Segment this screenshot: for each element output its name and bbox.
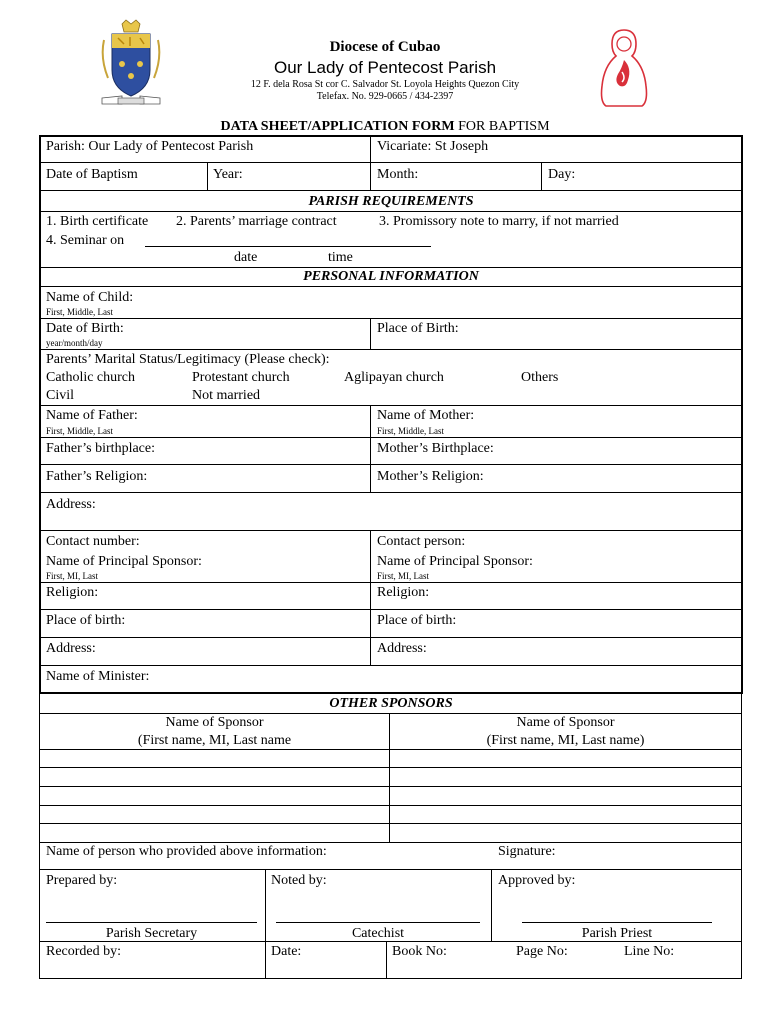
mother-birthplace-field[interactable]: Mother’s Birthplace: [377, 441, 494, 456]
option-protestant-church[interactable] [192, 370, 290, 386]
form-title-suffix: FOR BAPTISM [454, 119, 550, 134]
provided-by-field[interactable]: Name of person who provided above information: [46, 844, 327, 859]
option-label: Protestant church [192, 370, 290, 385]
option-aglipayan-church[interactable] [344, 370, 444, 386]
option-catholic-church[interactable] [46, 370, 135, 386]
principal-sponsor-left-hint: First, MI, Last [46, 571, 99, 581]
sponsor-col2-header: Name of Sponsor [516, 715, 615, 730]
year-field[interactable]: Year: [213, 167, 243, 182]
father-birthplace-field[interactable]: Father’s birthplace: [46, 441, 155, 456]
signature-field[interactable]: Signature: [498, 844, 556, 859]
recorded-by-field[interactable]: Recorded by: [46, 944, 122, 959]
name-of-father-field[interactable]: Name of Father: [46, 408, 138, 423]
contact-number-field[interactable]: Contact number: [46, 534, 140, 549]
sponsor-col1-subheader: (First name, MI, Last name [137, 733, 292, 748]
parish-telefax: Telefax. No. 929-0665 / 434-2397 [316, 91, 454, 102]
approved-by-field[interactable]: Approved by: [498, 873, 576, 888]
vicariate-field[interactable]: Vicariate: St Joseph [377, 139, 489, 154]
form-title-bold: DATA SHEET/APPLICATION FORM [220, 119, 455, 134]
sponsor-col2-subheader: (First name, MI, Last name) [486, 733, 645, 748]
parish-address: 12 F. dela Rosa St cor C. Salvador St. Loyola Heights Quezon City [250, 79, 520, 90]
date-field[interactable]: Date: [271, 944, 302, 959]
requirement-birth-certificate[interactable] [46, 214, 148, 230]
date-of-birth-field[interactable]: Date of Birth: [46, 321, 124, 336]
name-of-child-field[interactable]: Name of Child: [46, 290, 134, 305]
place-of-birth-right-field[interactable]: Place of birth: [377, 613, 457, 628]
name-of-father-hint: First, Middle, Last [46, 426, 113, 436]
option-civil[interactable] [46, 388, 74, 404]
parish-name: Our Lady of Pentecost Parish [273, 58, 497, 77]
option-others[interactable] [521, 370, 558, 386]
option-label: Not married [192, 388, 261, 403]
personal-info-header: PERSONAL INFORMATION [303, 269, 479, 284]
requirement-label: 1. Birth certificate [46, 214, 149, 229]
father-religion-field[interactable]: Father’s Religion: [46, 469, 148, 484]
option-not-married[interactable] [192, 388, 260, 404]
principal-sponsor-right-field[interactable]: Name of Principal Sponsor: [377, 554, 533, 569]
option-label: Civil [46, 388, 75, 403]
name-of-mother-hint: First, Middle, Last [377, 426, 444, 436]
day-field[interactable]: Day: [548, 167, 576, 182]
diocese-title: Diocese of Cubao [329, 39, 441, 55]
parish-field[interactable]: Parish: Our Lady of Pentecost Parish [46, 139, 254, 154]
date-of-birth-hint: year/month/day [46, 338, 103, 348]
requirements-header: PARISH REQUIREMENTS [308, 194, 474, 209]
prepared-by-field[interactable]: Prepared by: [46, 873, 118, 888]
requirement-marriage-contract[interactable] [176, 214, 337, 230]
name-of-minister-field[interactable]: Name of Minister: [46, 669, 150, 684]
option-label: Catholic church [46, 370, 136, 385]
option-label: Others [521, 370, 559, 385]
address-field[interactable]: Address: [46, 497, 96, 512]
parish-priest-label: Parish Priest [581, 926, 653, 941]
sponsor-address-right-field[interactable]: Address: [377, 641, 427, 656]
seminar-date-label: date [234, 250, 258, 265]
catechist-label: Catechist [351, 926, 405, 941]
requirement-label: 4. Seminar on [46, 233, 125, 248]
contact-person-field[interactable]: Contact person: [377, 534, 466, 549]
name-of-mother-field[interactable]: Name of Mother: [377, 408, 475, 423]
page-no-field[interactable]: Page No: [516, 944, 568, 959]
name-of-child-hint: First, Middle, Last [46, 307, 113, 317]
noted-by-field[interactable]: Noted by: [271, 873, 327, 888]
principal-sponsor-left-field[interactable]: Name of Principal Sponsor: [46, 554, 202, 569]
option-label: Aglipayan church [344, 370, 444, 385]
marital-status-label: Parents’ Marital Status/Legitimacy (Please check): [46, 352, 330, 367]
requirement-seminar[interactable] [46, 233, 124, 249]
book-no-field[interactable]: Book No: [392, 944, 447, 959]
month-field[interactable]: Month: [377, 167, 419, 182]
requirement-label: 2. Parents’ marriage contract [176, 214, 337, 229]
parish-secretary-label: Parish Secretary [105, 926, 198, 941]
place-of-birth-field[interactable]: Place of Birth: [377, 321, 459, 336]
principal-sponsor-right-hint: First, MI, Last [377, 571, 430, 581]
line-no-field[interactable]: Line No: [624, 944, 675, 959]
seminar-time-label: time [328, 250, 353, 265]
mother-religion-field[interactable]: Mother’s Religion: [377, 469, 484, 484]
other-sponsors-header: OTHER SPONSORS [329, 696, 453, 711]
sponsor-col1-header: Name of Sponsor [165, 715, 264, 730]
religion-right-field[interactable]: Religion: [377, 585, 430, 600]
religion-left-field[interactable]: Religion: [46, 585, 99, 600]
date-of-baptism-label: Date of Baptism [46, 167, 138, 182]
requirement-promissory-note[interactable] [379, 214, 619, 230]
place-of-birth-left-field[interactable]: Place of birth: [46, 613, 126, 628]
form-title [0, 119, 770, 135]
seminar-blank-line[interactable] [145, 246, 431, 247]
sponsor-address-left-field[interactable]: Address: [46, 641, 96, 656]
requirement-label: 3. Promissory note to marry, if not married [379, 214, 619, 229]
